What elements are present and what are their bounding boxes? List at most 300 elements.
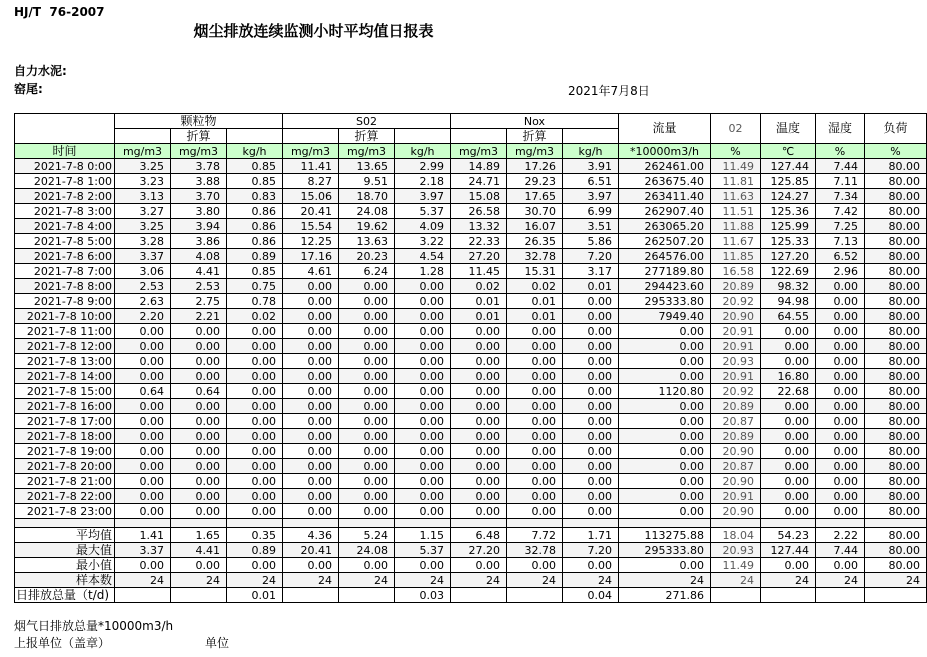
cell: 17.16: [283, 249, 339, 264]
cell: 3.23: [115, 174, 171, 189]
cell: 127.20: [761, 249, 816, 264]
cell: 0.00: [339, 504, 395, 519]
cell: 0.00: [563, 459, 619, 474]
cell: 0.04: [563, 588, 619, 603]
cell: 20.91: [711, 369, 761, 384]
cell: 3.94: [171, 219, 227, 234]
cell: 0.00: [227, 429, 283, 444]
table-row: [15, 234, 927, 249]
cell: 0.00: [507, 504, 563, 519]
spacer-row: [15, 519, 927, 528]
cell: 0.00: [563, 309, 619, 324]
cell: 0.00: [816, 309, 865, 324]
cell: 80.00: [865, 504, 927, 519]
header-humidity: 湿度: [816, 114, 865, 144]
cell: 3.88: [171, 174, 227, 189]
cell: 2.53: [115, 279, 171, 294]
cell: 0.00: [451, 414, 507, 429]
cell: 0.00: [339, 339, 395, 354]
cell: 2.96: [816, 264, 865, 279]
cell: 13.63: [339, 234, 395, 249]
cell: 0.00: [507, 429, 563, 444]
cell: 0.00: [227, 558, 283, 573]
cell: 24: [507, 573, 563, 588]
cell: 7.42: [816, 204, 865, 219]
cell: 80.00: [865, 474, 927, 489]
summary-row: [15, 528, 927, 543]
cell: 0.64: [171, 384, 227, 399]
cell: 2.75: [171, 294, 227, 309]
cell: 0.00: [816, 354, 865, 369]
cell: 263411.40: [619, 189, 711, 204]
cell: 7.13: [816, 234, 865, 249]
cell: 0.00: [115, 459, 171, 474]
cell: 20.89: [711, 399, 761, 414]
cell: 0.00: [395, 429, 451, 444]
cell: 0.01: [451, 309, 507, 324]
cell: 0.00: [563, 504, 619, 519]
cell: 0.00: [507, 489, 563, 504]
cell: 0.01: [563, 279, 619, 294]
cell: 0.00: [451, 444, 507, 459]
cell: [451, 519, 507, 528]
cell: 0.00: [816, 399, 865, 414]
cell: 0.00: [339, 429, 395, 444]
doc-code: HJ/T 76-2007: [14, 5, 105, 19]
cell: 11.63: [711, 189, 761, 204]
sub-header-converted-pm: 折算: [171, 129, 227, 144]
cell: 80.00: [865, 204, 927, 219]
cell: [563, 129, 619, 144]
cell: 0.00: [816, 369, 865, 384]
cell: 2021-7-8 11:00: [15, 324, 115, 339]
sub-header-converted-so2: 折算: [339, 129, 395, 144]
cell: 26.58: [451, 204, 507, 219]
cell: 20.91: [711, 339, 761, 354]
cell: 0.00: [395, 369, 451, 384]
cell: 0.00: [115, 324, 171, 339]
cell: 0.00: [171, 429, 227, 444]
cell: 2.20: [115, 309, 171, 324]
cell: 0.00: [171, 324, 227, 339]
cell: 0.00: [339, 354, 395, 369]
footer-total-label: 烟气日排放总量*10000m3/h: [14, 619, 174, 633]
cell: 0.00: [451, 474, 507, 489]
cell: 0.00: [227, 414, 283, 429]
cell: 2.53: [171, 279, 227, 294]
cell: 0.00: [171, 504, 227, 519]
cell: 263675.40: [619, 174, 711, 189]
cell: 0.00: [115, 489, 171, 504]
cell: 24: [451, 573, 507, 588]
cell: [395, 519, 451, 528]
cell: 262507.20: [619, 234, 711, 249]
cell: 0.00: [115, 339, 171, 354]
cell: 5.24: [339, 528, 395, 543]
cell: 0.00: [283, 459, 339, 474]
cell: 6.99: [563, 204, 619, 219]
cell: 11.51: [711, 204, 761, 219]
cell: 0.00: [619, 444, 711, 459]
cell: 122.69: [761, 264, 816, 279]
cell: 2021-7-8 0:00: [15, 159, 115, 174]
cell: 0.00: [761, 414, 816, 429]
group-header-particulate: 颗粒物: [115, 114, 283, 129]
cell: 18.70: [339, 189, 395, 204]
cell: 2021-7-8 8:00: [15, 279, 115, 294]
cell: 0.64: [115, 384, 171, 399]
report-table: [14, 113, 927, 603]
cell: [283, 588, 339, 603]
cell: [283, 519, 339, 528]
cell: 27.20: [451, 543, 507, 558]
cell: 0.00: [171, 339, 227, 354]
cell: 2021-7-8 15:00: [15, 384, 115, 399]
cell: 0.00: [563, 369, 619, 384]
sub-header-converted-nox: 折算: [507, 129, 563, 144]
cell: 0.01: [451, 294, 507, 309]
cell: 0.00: [816, 504, 865, 519]
cell: 11.88: [711, 219, 761, 234]
cell: 7949.40: [619, 309, 711, 324]
cell: 0.85: [227, 159, 283, 174]
cell: 0.00: [339, 294, 395, 309]
cell: 11.49: [711, 558, 761, 573]
unit-cell: mg/m3: [283, 144, 339, 159]
cell: 0.00: [761, 429, 816, 444]
cell: 2021-7-8 7:00: [15, 264, 115, 279]
cell: 24: [115, 573, 171, 588]
cell: 20.41: [283, 204, 339, 219]
cell: 1.65: [171, 528, 227, 543]
unit-cell: %: [816, 144, 865, 159]
unit-cell: ℃: [761, 144, 816, 159]
cell: 2021-7-8 6:00: [15, 249, 115, 264]
table-row: [15, 219, 927, 234]
cell: 24: [171, 573, 227, 588]
cell: 0.00: [507, 444, 563, 459]
cell: 26.35: [507, 234, 563, 249]
cell: 0.00: [115, 429, 171, 444]
cell: 0.00: [283, 489, 339, 504]
cell: 0.00: [171, 369, 227, 384]
cell: 3.22: [395, 234, 451, 249]
cell: 7.44: [816, 159, 865, 174]
table-row: [15, 489, 927, 504]
cell: 80.00: [865, 429, 927, 444]
cell: 0.00: [115, 369, 171, 384]
cell: 6.51: [563, 174, 619, 189]
cell: 80.00: [865, 489, 927, 504]
cell: 0.00: [619, 399, 711, 414]
cell: 2021-7-8 21:00: [15, 474, 115, 489]
cell: 2.63: [115, 294, 171, 309]
cell: 0.00: [619, 489, 711, 504]
cell: 127.44: [761, 159, 816, 174]
cell: 0.00: [227, 504, 283, 519]
cell: 2021-7-8 17:00: [15, 414, 115, 429]
cell: 0.00: [227, 339, 283, 354]
table-row: [15, 204, 927, 219]
cell: 80.00: [865, 414, 927, 429]
cell: 0.01: [507, 309, 563, 324]
cell: [507, 519, 563, 528]
cell: 0.00: [283, 429, 339, 444]
table-row: [15, 264, 927, 279]
cell: 6.48: [451, 528, 507, 543]
cell: 0.00: [283, 369, 339, 384]
cell: 0.00: [395, 444, 451, 459]
cell: 2021-7-8 18:00: [15, 429, 115, 444]
cell: 2.99: [395, 159, 451, 174]
cell: 20.87: [711, 459, 761, 474]
cell: 0.00: [283, 384, 339, 399]
table-row: [15, 459, 927, 474]
cell: 0.00: [395, 354, 451, 369]
unit-cell: mg/m3: [339, 144, 395, 159]
cell: 0.00: [171, 399, 227, 414]
cell: 0.00: [507, 354, 563, 369]
cell: 271.86: [619, 588, 711, 603]
cell: 0.00: [563, 354, 619, 369]
table-row: [15, 474, 927, 489]
cell: 0.00: [115, 558, 171, 573]
cell: 0.89: [227, 249, 283, 264]
cell: 2021-7-8 12:00: [15, 339, 115, 354]
cell: 0.00: [283, 504, 339, 519]
cell: 0.00: [507, 459, 563, 474]
cell: 20.91: [711, 489, 761, 504]
cell: 295333.80: [619, 294, 711, 309]
table-row: [15, 369, 927, 384]
cell: [711, 519, 761, 528]
cell: 0.00: [339, 324, 395, 339]
cell: 最大值: [15, 543, 115, 558]
cell: 2021-7-8 4:00: [15, 219, 115, 234]
cell: 0.86: [227, 204, 283, 219]
unit-cell: %: [865, 144, 927, 159]
cell: 0.00: [761, 459, 816, 474]
cell: [761, 519, 816, 528]
cell: 295333.80: [619, 543, 711, 558]
cell: 2.22: [816, 528, 865, 543]
cell: 20.41: [283, 543, 339, 558]
cell: 0.02: [227, 309, 283, 324]
cell: 0.00: [283, 474, 339, 489]
cell: 0.00: [619, 474, 711, 489]
table-row: [15, 309, 927, 324]
summary-row: [15, 543, 927, 558]
cell: 27.20: [451, 249, 507, 264]
cell: 0.00: [115, 414, 171, 429]
cell: 1.71: [563, 528, 619, 543]
table-body: [15, 159, 927, 603]
cell: 0.00: [395, 459, 451, 474]
cell: 0.00: [227, 489, 283, 504]
time-column-corner: [15, 114, 115, 144]
cell: 0.02: [451, 279, 507, 294]
cell: 0.86: [227, 219, 283, 234]
unit-cell: mg/m3: [451, 144, 507, 159]
units-row: [15, 144, 927, 159]
cell: 0.00: [339, 384, 395, 399]
cell: 0.00: [451, 459, 507, 474]
cell: 15.31: [507, 264, 563, 279]
cell: 3.97: [563, 189, 619, 204]
cell: [761, 588, 816, 603]
cell: 80.00: [865, 174, 927, 189]
cell: 24: [339, 573, 395, 588]
cell: 1.41: [115, 528, 171, 543]
cell: 0.00: [451, 504, 507, 519]
cell: 2021-7-8 2:00: [15, 189, 115, 204]
cell: 7.34: [816, 189, 865, 204]
cell: 2021-7-8 20:00: [15, 459, 115, 474]
cell: 24: [865, 573, 927, 588]
cell: 113275.88: [619, 528, 711, 543]
summary-row: [15, 573, 927, 588]
cell: 262461.00: [619, 159, 711, 174]
cell: 3.27: [115, 204, 171, 219]
cell: 0.00: [761, 354, 816, 369]
cell: 2021-7-8 3:00: [15, 204, 115, 219]
cell: 5.86: [563, 234, 619, 249]
cell: 5.37: [395, 204, 451, 219]
cell: 80.00: [865, 444, 927, 459]
cell: 0.00: [761, 474, 816, 489]
table-row: [15, 159, 927, 174]
cell: 24: [761, 573, 816, 588]
cell: 0.00: [395, 414, 451, 429]
cell: 0.00: [816, 474, 865, 489]
cell: 0.00: [339, 489, 395, 504]
cell: 0.00: [339, 369, 395, 384]
cell: 0.00: [283, 294, 339, 309]
cell: 20.89: [711, 429, 761, 444]
cell: 0.00: [451, 399, 507, 414]
cell: [227, 519, 283, 528]
cell: 0.00: [115, 474, 171, 489]
cell: 20.90: [711, 444, 761, 459]
cell: 0.00: [283, 399, 339, 414]
cell: 0.00: [619, 324, 711, 339]
cell: 20.91: [711, 324, 761, 339]
cell: 0.00: [619, 369, 711, 384]
group-header-so2: S02: [283, 114, 451, 129]
table-row: [15, 294, 927, 309]
cell: 16.07: [507, 219, 563, 234]
cell: 7.72: [507, 528, 563, 543]
cell: [283, 129, 339, 144]
cell: 样本数: [15, 573, 115, 588]
cell: 264576.00: [619, 249, 711, 264]
cell: 0.00: [507, 369, 563, 384]
cell: 7.20: [563, 543, 619, 558]
cell: 11.85: [711, 249, 761, 264]
cell: 0.00: [115, 444, 171, 459]
cell: 2.21: [171, 309, 227, 324]
cell: [115, 519, 171, 528]
cell: 0.00: [395, 279, 451, 294]
cell: 22.33: [451, 234, 507, 249]
table-row: [15, 174, 927, 189]
unit-cell: mg/m3: [507, 144, 563, 159]
cell: 80.00: [865, 384, 927, 399]
cell: 0.00: [171, 414, 227, 429]
cell: 80.00: [865, 189, 927, 204]
cell: 20.90: [711, 474, 761, 489]
cell: 0.85: [227, 264, 283, 279]
cell: 20.93: [711, 543, 761, 558]
cell: 11.67: [711, 234, 761, 249]
cell: 0.00: [816, 414, 865, 429]
cell: 0.00: [395, 558, 451, 573]
cell: 0.00: [816, 429, 865, 444]
cell: 1.28: [395, 264, 451, 279]
cell: 0.00: [451, 339, 507, 354]
cell: 80.00: [865, 528, 927, 543]
cell: 0.00: [619, 504, 711, 519]
cell: 15.08: [451, 189, 507, 204]
cell: 0.00: [761, 339, 816, 354]
cell: 0.00: [563, 558, 619, 573]
cell: 80.00: [865, 294, 927, 309]
cell: 80.00: [865, 234, 927, 249]
cell: 294423.60: [619, 279, 711, 294]
cell: [816, 588, 865, 603]
cell: 0.86: [227, 234, 283, 249]
cell: 0.01: [507, 294, 563, 309]
cell: 0.00: [339, 459, 395, 474]
cell: 0.00: [816, 558, 865, 573]
cell: 0.83: [227, 189, 283, 204]
cell: 80.00: [865, 279, 927, 294]
cell: 0.00: [115, 399, 171, 414]
cell: 0.00: [619, 558, 711, 573]
cell: 32.78: [507, 249, 563, 264]
cell: 2021-7-8 5:00: [15, 234, 115, 249]
cell: 0.00: [227, 324, 283, 339]
cell: 16.80: [761, 369, 816, 384]
cell: [115, 129, 171, 144]
table-row: [15, 339, 927, 354]
cell: 0.00: [761, 399, 816, 414]
cell: [563, 519, 619, 528]
cell: 0.00: [339, 414, 395, 429]
cell: 80.00: [865, 264, 927, 279]
cell: 80.00: [865, 249, 927, 264]
cell: 3.25: [115, 219, 171, 234]
cell: 6.24: [339, 264, 395, 279]
cell: 0.00: [283, 279, 339, 294]
cell: 125.33: [761, 234, 816, 249]
cell: 0.00: [563, 489, 619, 504]
cell: 80.00: [865, 543, 927, 558]
cell: 0.75: [227, 279, 283, 294]
cell: 0.00: [451, 324, 507, 339]
cell: 0.00: [339, 309, 395, 324]
table-row: [15, 324, 927, 339]
station-label: 窑尾:: [14, 82, 43, 96]
cell: 13.32: [451, 219, 507, 234]
cell: 2021-7-8 9:00: [15, 294, 115, 309]
cell: 20.89: [711, 279, 761, 294]
cell: 14.89: [451, 159, 507, 174]
cell: 0.01: [227, 588, 283, 603]
cell: 0.00: [816, 459, 865, 474]
cell: 0.00: [451, 384, 507, 399]
cell: 3.25: [115, 159, 171, 174]
